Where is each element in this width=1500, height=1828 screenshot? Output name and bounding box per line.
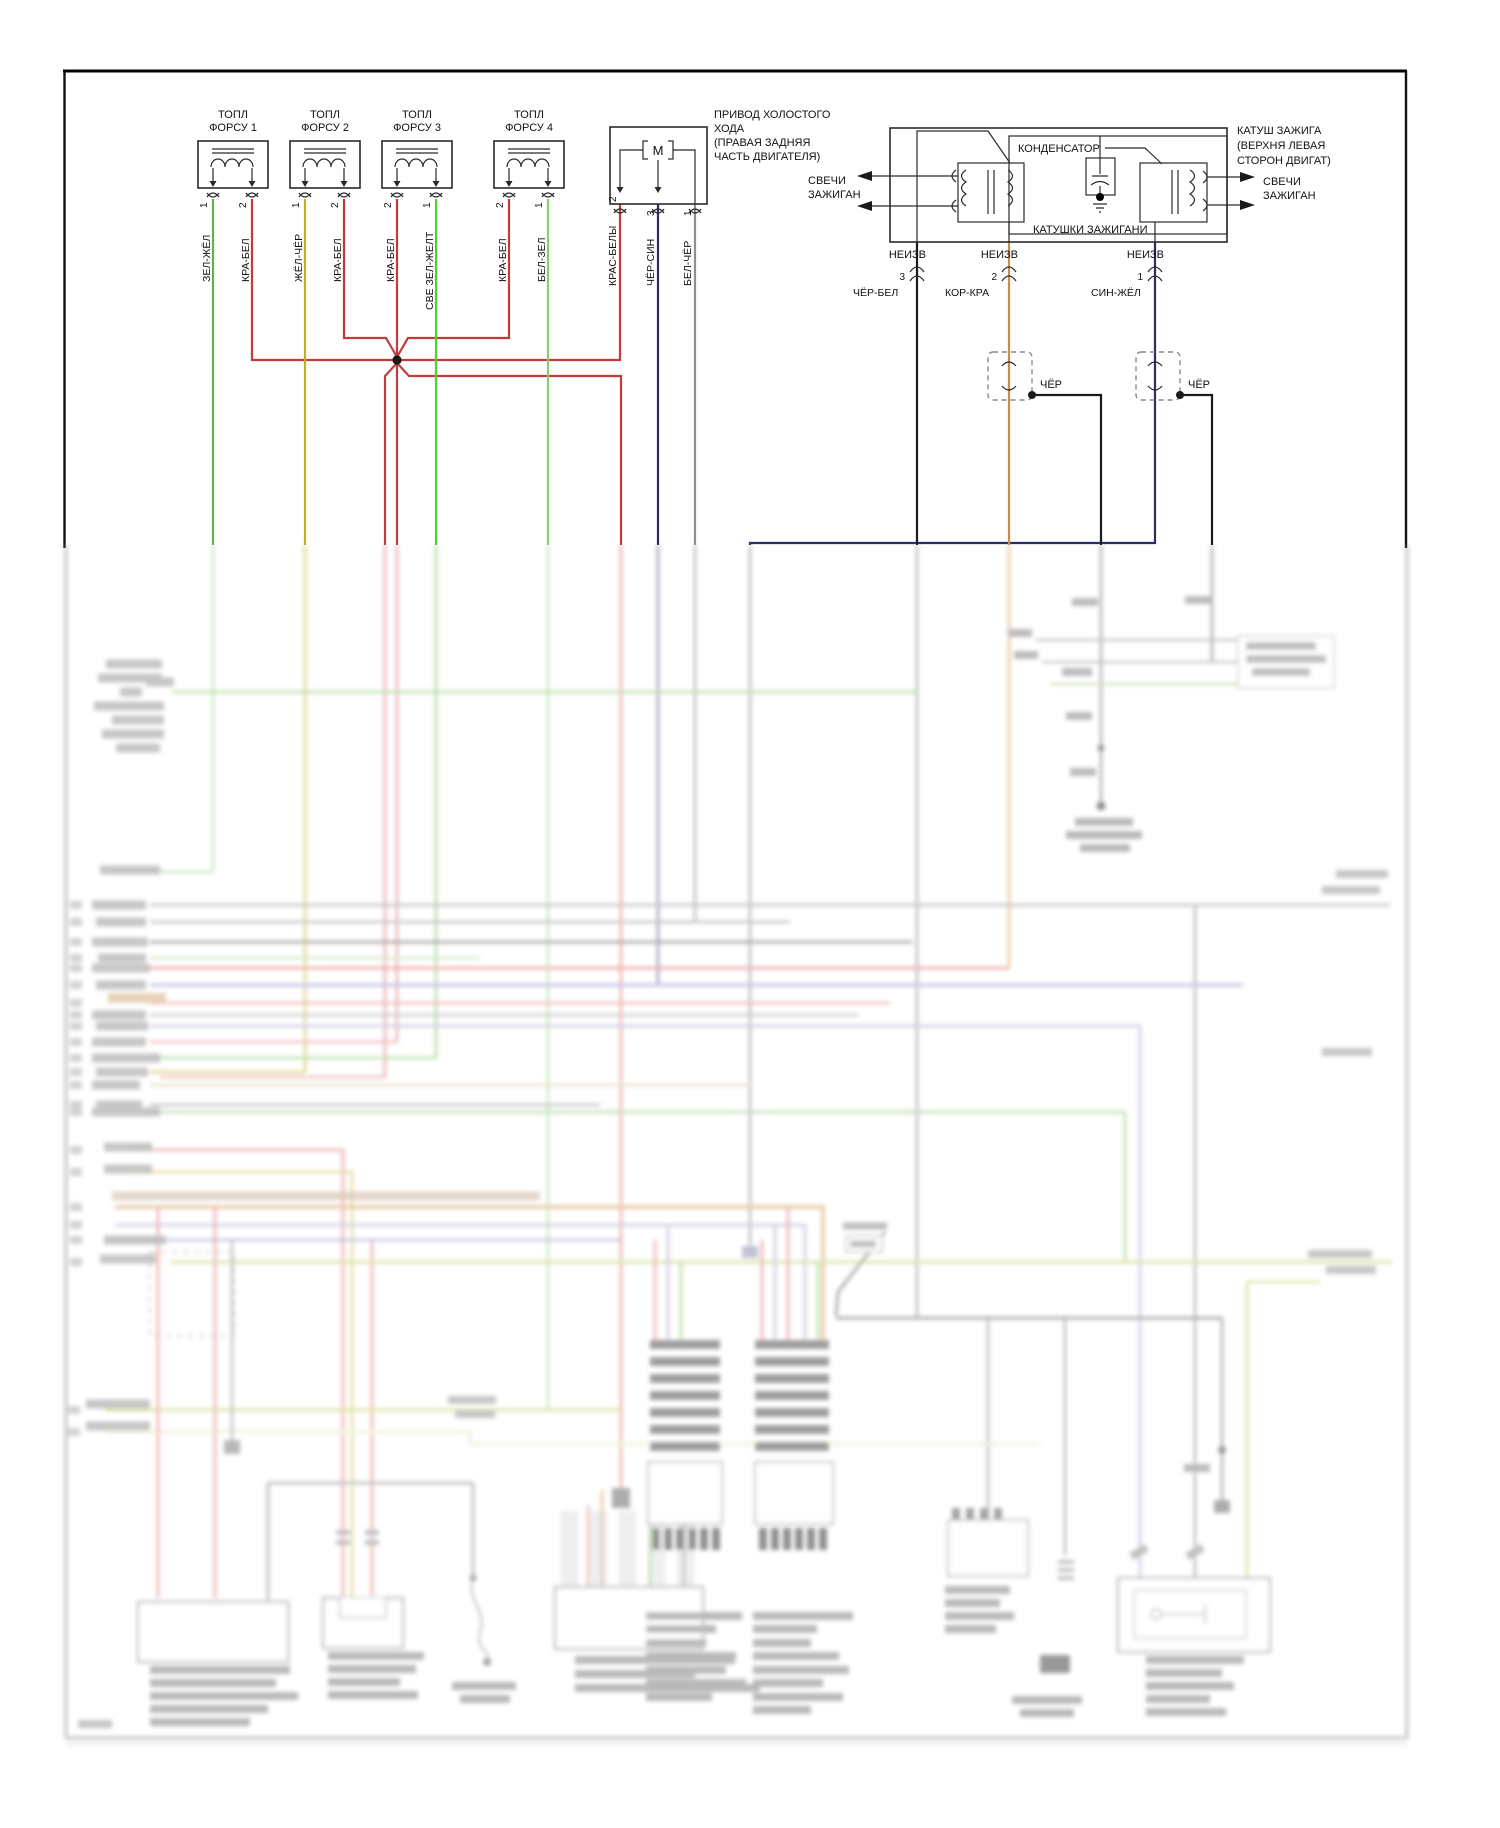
fuel-injector-2 xyxy=(290,109,360,282)
blur-verticals-green xyxy=(213,545,548,1410)
coil-unit-label-line3: СТОРОН ДВИГАТ) xyxy=(1237,155,1331,167)
iac-name-line1: ПРИВОД ХОЛОСТОГО xyxy=(714,109,831,121)
coil-pin-3-num: 3 xyxy=(899,272,905,283)
blurred-lower-schematic xyxy=(66,545,1407,1744)
fuel-injector-4 xyxy=(494,109,564,282)
coil-pin-2-wire: КОР-КРА xyxy=(945,287,990,299)
splice-connectors xyxy=(988,352,1210,400)
coil-pin-1 xyxy=(1091,249,1164,299)
spark-plugs-right-line2: ЗАЖИГАН xyxy=(1263,190,1316,202)
injector-2-pin-left-num: 1 xyxy=(291,202,302,208)
injector-4-title-line1: ТОПЛ xyxy=(514,109,544,121)
coil-left-transformer xyxy=(857,163,1024,222)
iac-name-line2: ХОДА xyxy=(714,123,745,135)
blur-verticals-gray xyxy=(695,545,1195,1578)
iac-motor-letter: M xyxy=(652,143,664,158)
injector-1-title-line1: ТОПЛ xyxy=(218,109,248,121)
iac-pin-1-num: 1 xyxy=(683,210,694,216)
coil-pin-2-label: НЕИЗВ xyxy=(980,249,1018,261)
blur-pin-stack-1 xyxy=(646,1225,746,1697)
coil-pin-3-label: НЕИЗВ xyxy=(888,249,926,261)
coil-pin-2-num: 2 xyxy=(991,272,997,283)
coil-pin-1-num: 1 xyxy=(1137,272,1143,283)
iac-wire-2-label: КРАС-БЕЛЫ xyxy=(607,225,619,286)
injector-3-title-line2: ФОРСУ 3 xyxy=(393,122,441,134)
injector-2-title-line2: ФОРСУ 2 xyxy=(301,122,349,134)
fuel-injector-1 xyxy=(198,109,268,282)
spark-plugs-left-line2: ЗАЖИГАН xyxy=(808,189,861,201)
injector-4-pin-right-num: 1 xyxy=(534,202,545,208)
fuel-injector-3 xyxy=(382,109,452,310)
iac-wire-3-label: ЧЁР-СИН xyxy=(645,238,657,286)
iac-actuator xyxy=(607,109,831,286)
blur-verticals-red xyxy=(385,545,621,1490)
iac-wire-1-label: БЕЛ-ЧЁР xyxy=(682,240,694,286)
blur-left-pin-ticks xyxy=(68,905,82,1432)
injector-1-wire-right-label: КРА-БЕЛ xyxy=(240,238,252,282)
spark-plugs-left-line1: СВЕЧИ xyxy=(808,175,846,187)
coil-pin-1-wire: СИН-ЖЁЛ xyxy=(1091,287,1141,299)
splice-black-label-1: ЧЁР xyxy=(1040,379,1063,391)
iac-name-line4: ЧАСТЬ ДВИГАТЕЛЯ) xyxy=(714,151,821,163)
injector-3-pin-left-num: 2 xyxy=(383,202,394,208)
injector-1-wire-left-label: ЗЕЛ-ЖЁЛ xyxy=(201,234,213,282)
injector-4-title-line2: ФОРСУ 4 xyxy=(505,122,553,134)
injector-4-wire-left-label: КРА-БЕЛ xyxy=(497,238,509,282)
coil-pin-2 xyxy=(945,249,1018,299)
injector-4-box xyxy=(494,141,564,188)
iac-name-line3: (ПРАВАЯ ЗАДНЯЯ xyxy=(714,137,811,149)
iac-pin-3-num: 3 xyxy=(646,210,657,216)
injector-4-wire-right-label: БЕЛ-ЗЕЛ xyxy=(536,237,548,282)
injector-3-wire-left-label: КРА-БЕЛ xyxy=(385,238,397,282)
blur-left-labels xyxy=(86,664,174,1426)
injector-3-wire-right-label: СВЕ ЗЕЛ-ЖЕЛТ xyxy=(424,231,436,310)
injector-3-pin-right-num: 1 xyxy=(422,202,433,208)
injector-2-wire-right-label: КРА-БЕЛ xyxy=(332,238,344,282)
injector-3-box xyxy=(382,141,452,188)
coil-unit-label-line1: КАТУШ ЗАЖИГА xyxy=(1237,125,1322,137)
condenser-label: КОНДЕНСАТОР xyxy=(1018,143,1100,155)
blur-pin-stack-2 xyxy=(753,1207,853,1710)
injector-3-title-line1: ТОПЛ xyxy=(402,109,432,121)
spark-plugs-right-line1: СВЕЧИ xyxy=(1263,176,1301,188)
coil-unit-label-line2: (ВЕРХНЯ ЛЕВАЯ xyxy=(1237,140,1326,152)
injector-2-wire-left-label: ЖЁЛ-ЧЁР xyxy=(293,233,305,282)
splice-black-label-2: ЧЁР xyxy=(1188,379,1211,391)
injector-4-pin-left-num: 2 xyxy=(495,202,506,208)
coil-right-transformer xyxy=(1140,163,1255,222)
wire-harness-top xyxy=(213,199,1212,545)
coil-assembly-label: КАТУШКИ ЗАЖИГАНИ xyxy=(1033,224,1148,236)
injector-1-pin-left-num: 1 xyxy=(199,202,210,208)
injector-1-pin-right-num: 2 xyxy=(238,202,249,208)
blur-verticals-dark xyxy=(1101,545,1222,1502)
coil-pin-3-wire: ЧЁР-БЕЛ xyxy=(853,287,899,299)
injector-1-box xyxy=(198,141,268,188)
coil-pin-1-label: НЕИЗВ xyxy=(1126,249,1164,261)
injector-2-pin-right-num: 2 xyxy=(330,202,341,208)
ignition-coils xyxy=(808,125,1331,400)
injector-2-box xyxy=(290,141,360,188)
injector-1-title-line2: ФОРСУ 1 xyxy=(209,122,257,134)
coil-pin-3 xyxy=(853,249,926,299)
injector-2-title-line1: ТОПЛ xyxy=(310,109,340,121)
iac-pin-2-num: 2 xyxy=(608,196,619,202)
splice-junction-dot xyxy=(392,355,401,364)
